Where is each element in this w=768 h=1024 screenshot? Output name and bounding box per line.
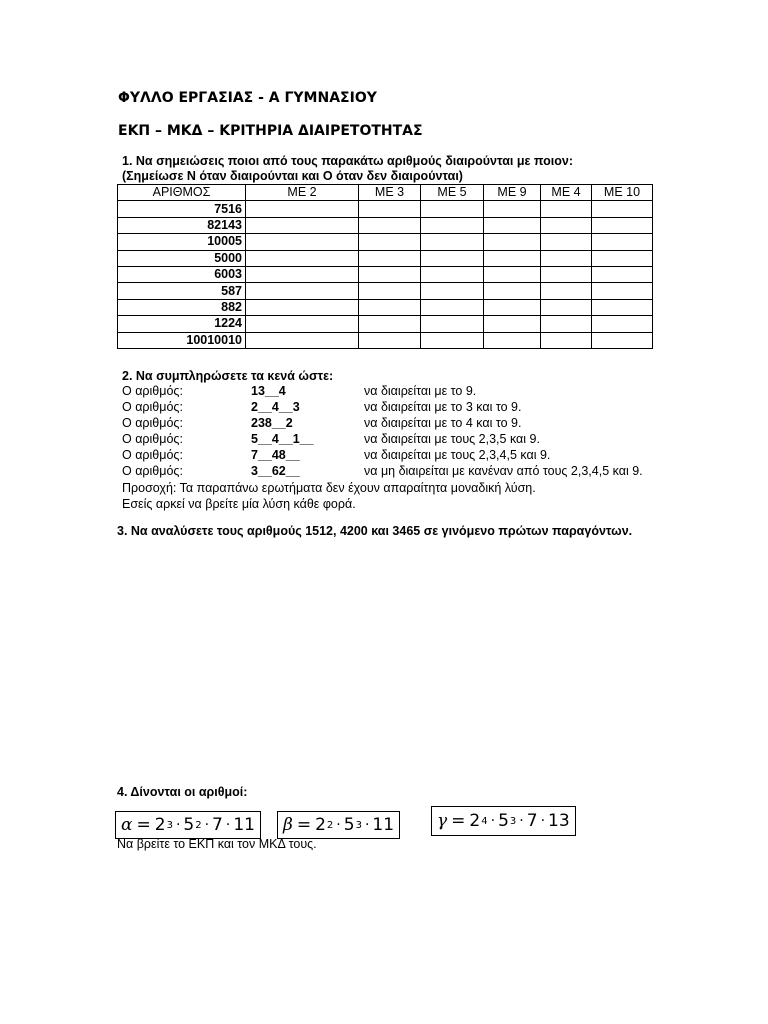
multiply-dot: · bbox=[336, 817, 341, 833]
factor-base: 5 bbox=[498, 811, 509, 831]
answer-cell[interactable] bbox=[541, 316, 592, 332]
factor-base: 2 bbox=[315, 815, 326, 835]
answer-cell[interactable] bbox=[246, 217, 359, 233]
table-row bbox=[118, 266, 653, 282]
table-row bbox=[118, 217, 653, 233]
fill-row-condition: να διαιρείται με το 9. bbox=[364, 384, 477, 398]
gamma-formula-box bbox=[431, 806, 576, 836]
table-row bbox=[118, 316, 653, 332]
answer-cell[interactable] bbox=[421, 332, 484, 348]
answer-cell[interactable] bbox=[359, 266, 421, 282]
number-cell: 82143 bbox=[118, 217, 246, 233]
q2-prompt: 2. Να συμπληρώσετε τα κενά ώστε: bbox=[122, 369, 334, 383]
answer-cell[interactable] bbox=[359, 201, 421, 217]
fill-row-condition: να διαιρείται με τους 2,3,5 και 9. bbox=[364, 432, 540, 446]
table-row bbox=[118, 332, 653, 348]
alpha-formula-box bbox=[115, 811, 261, 839]
answer-cell[interactable] bbox=[421, 299, 484, 315]
answer-cell[interactable] bbox=[484, 234, 541, 250]
factor-exponent: 3 bbox=[166, 819, 173, 831]
answer-cell[interactable] bbox=[359, 283, 421, 299]
table-row bbox=[118, 299, 653, 315]
number-cell: 6003 bbox=[118, 266, 246, 282]
answer-cell[interactable] bbox=[484, 201, 541, 217]
factor-base: 5 bbox=[343, 815, 355, 835]
answer-cell[interactable] bbox=[359, 316, 421, 332]
answer-cell[interactable] bbox=[592, 250, 653, 266]
answer-cell[interactable] bbox=[541, 266, 592, 282]
worksheet-title: ΦΥΛΛΟ ΕΡΓΑΣΙΑΣ - Α ΓΥΜΝΑΣΙΟΥ bbox=[118, 90, 377, 106]
factor: 7 bbox=[526, 811, 538, 831]
answer-cell[interactable] bbox=[541, 234, 592, 250]
gamma-variable: γ bbox=[437, 811, 448, 831]
factor: 11 bbox=[372, 815, 395, 835]
fill-row-number: 7__48__ bbox=[251, 448, 300, 462]
answer-cell[interactable] bbox=[592, 234, 653, 250]
answer-cell[interactable] bbox=[246, 234, 359, 250]
multiply-dot: · bbox=[225, 817, 231, 833]
header-by-4: ΜΕ 4 bbox=[541, 185, 592, 201]
header-by-5: ΜΕ 5 bbox=[421, 185, 484, 201]
q1-prompt: 1. Να σημειώσεις ποιοι από τους παρακάτω αριθμούς διαιρούνται με ποιον: bbox=[122, 154, 574, 168]
answer-cell[interactable] bbox=[246, 266, 359, 282]
fill-row-number: 238__2 bbox=[251, 416, 293, 430]
fill-row-label: Ο αριθμός: bbox=[122, 400, 183, 414]
answer-cell[interactable] bbox=[541, 332, 592, 348]
fill-row-label: Ο αριθμός: bbox=[122, 448, 183, 462]
factor-base: 2 bbox=[469, 811, 481, 831]
fill-row-number: 13__4 bbox=[251, 384, 286, 398]
factor: 7 bbox=[212, 815, 223, 835]
answer-cell[interactable] bbox=[484, 283, 541, 299]
answer-cell[interactable] bbox=[421, 250, 484, 266]
answer-cell[interactable] bbox=[421, 201, 484, 217]
q1-hint: (Σημείωσε Ν όταν διαιρούνται και Ο όταν δεν διαιρούνται) bbox=[122, 169, 463, 183]
fill-row-label: Ο αριθμός: bbox=[122, 464, 183, 478]
number-cell: 10005 bbox=[118, 234, 246, 250]
q2-note-2: Εσείς αρκεί να βρείτε μία λύση κάθε φορά. bbox=[122, 497, 356, 511]
worksheet-subtitle: ΕΚΠ – ΜΚΔ – ΚΡΙΤΗΡΙΑ ΔΙΑΙΡΕΤΟΤΗΤΑΣ bbox=[118, 123, 423, 139]
header-by-3: ΜΕ 3 bbox=[359, 185, 421, 201]
factor-exponent: 3 bbox=[355, 819, 362, 831]
header-by-9: ΜΕ 9 bbox=[484, 185, 541, 201]
fill-row-number: 3__62__ bbox=[251, 464, 300, 478]
answer-cell[interactable] bbox=[541, 217, 592, 233]
fill-row-condition: να διαιρείται με το 3 και το 9. bbox=[364, 400, 522, 414]
answer-cell[interactable] bbox=[421, 316, 484, 332]
table-row bbox=[118, 234, 653, 250]
answer-cell[interactable] bbox=[592, 217, 653, 233]
number-cell: 587 bbox=[118, 283, 246, 299]
answer-cell[interactable] bbox=[246, 332, 359, 348]
header-by-10: ΜΕ 10 bbox=[592, 185, 653, 201]
answer-cell[interactable] bbox=[592, 283, 653, 299]
table-row bbox=[118, 250, 653, 266]
header-number: ΑΡΙΘΜΟΣ bbox=[118, 185, 246, 201]
factor-exponent: 4 bbox=[481, 815, 488, 827]
fill-row-number: 5__4__1__ bbox=[251, 432, 314, 446]
answer-cell[interactable] bbox=[592, 299, 653, 315]
multiply-dot: · bbox=[364, 817, 370, 833]
answer-cell[interactable] bbox=[541, 299, 592, 315]
equals-sign: = bbox=[296, 815, 312, 835]
fill-row-condition: να μη διαιρείται με κανέναν από τους 2,3,4,5 και 9. bbox=[364, 464, 643, 478]
answer-cell[interactable] bbox=[541, 250, 592, 266]
answer-cell[interactable] bbox=[484, 217, 541, 233]
factor-exponent: 2 bbox=[326, 819, 334, 831]
q4-prompt: 4. Δίνονται οι αριθμοί: bbox=[117, 785, 248, 799]
fill-row-condition: να διαιρείται με το 4 και το 9. bbox=[364, 416, 522, 430]
multiply-dot: · bbox=[204, 817, 210, 833]
header-by-2: ΜΕ 2 bbox=[246, 185, 359, 201]
number-cell: 5000 bbox=[118, 250, 246, 266]
factor-base: 5 bbox=[183, 815, 195, 835]
q4-instruction: Να βρείτε το ΕΚΠ και τον ΜΚΔ τους. bbox=[117, 837, 317, 851]
fill-row-condition: να διαιρείται με τους 2,3,4,5 και 9. bbox=[364, 448, 551, 462]
answer-cell[interactable] bbox=[421, 217, 484, 233]
answer-cell[interactable] bbox=[246, 299, 359, 315]
factor-base: 2 bbox=[154, 815, 166, 835]
table-row bbox=[118, 283, 653, 299]
answer-cell[interactable] bbox=[246, 201, 359, 217]
answer-cell[interactable] bbox=[359, 332, 421, 348]
number-cell: 10010010 bbox=[118, 332, 246, 348]
answer-cell[interactable] bbox=[359, 217, 421, 233]
factor: 13 bbox=[548, 811, 570, 831]
table-row bbox=[118, 201, 653, 217]
answer-cell[interactable] bbox=[592, 266, 653, 282]
multiply-dot: · bbox=[175, 817, 181, 833]
divisibility-table bbox=[117, 184, 653, 349]
equals-sign: = bbox=[136, 815, 151, 835]
answer-cell[interactable] bbox=[421, 234, 484, 250]
answer-cell[interactable] bbox=[421, 283, 484, 299]
factor-exponent: 3 bbox=[509, 815, 517, 827]
answer-cell[interactable] bbox=[484, 250, 541, 266]
multiply-dot: · bbox=[490, 813, 496, 829]
answer-cell[interactable] bbox=[592, 332, 653, 348]
fill-row-label: Ο αριθμός: bbox=[122, 384, 183, 398]
fill-row-label: Ο αριθμός: bbox=[122, 432, 183, 446]
answer-cell[interactable] bbox=[359, 299, 421, 315]
answer-cell[interactable] bbox=[246, 250, 359, 266]
answer-cell[interactable] bbox=[359, 234, 421, 250]
multiply-dot: · bbox=[540, 813, 546, 829]
answer-cell[interactable] bbox=[246, 283, 359, 299]
answer-cell[interactable] bbox=[484, 316, 541, 332]
factor: 11 bbox=[233, 815, 255, 835]
answer-cell[interactable] bbox=[359, 250, 421, 266]
fill-row-number: 2__4__3 bbox=[251, 400, 300, 414]
answer-cell[interactable] bbox=[484, 266, 541, 282]
alpha-variable: α bbox=[121, 815, 133, 835]
answer-cell[interactable] bbox=[541, 283, 592, 299]
number-cell: 7516 bbox=[118, 201, 246, 217]
number-cell: 882 bbox=[118, 299, 246, 315]
answer-cell[interactable] bbox=[541, 201, 592, 217]
table-header-row bbox=[118, 185, 653, 201]
multiply-dot: · bbox=[519, 813, 524, 829]
answer-cell[interactable] bbox=[592, 201, 653, 217]
equals-sign: = bbox=[451, 811, 466, 831]
q3-prompt: 3. Να αναλύσετε τους αριθμούς 1512, 4200 και 3465 σε γινόμενο πρώτων παραγόντων. bbox=[117, 524, 633, 538]
answer-cell[interactable] bbox=[246, 316, 359, 332]
answer-cell[interactable] bbox=[421, 266, 484, 282]
factor-exponent: 2 bbox=[195, 819, 202, 831]
beta-variable: β bbox=[283, 815, 293, 835]
number-cell: 1224 bbox=[118, 316, 246, 332]
fill-row-label: Ο αριθμός: bbox=[122, 416, 183, 430]
answer-cell[interactable] bbox=[484, 299, 541, 315]
answer-cell[interactable] bbox=[592, 316, 653, 332]
q2-note-1: Προσοχή: Τα παραπάνω ερωτήματα δεν έχουν απαραίτητα μοναδική λύση. bbox=[122, 481, 536, 495]
answer-cell[interactable] bbox=[484, 332, 541, 348]
beta-formula-box bbox=[277, 811, 400, 839]
